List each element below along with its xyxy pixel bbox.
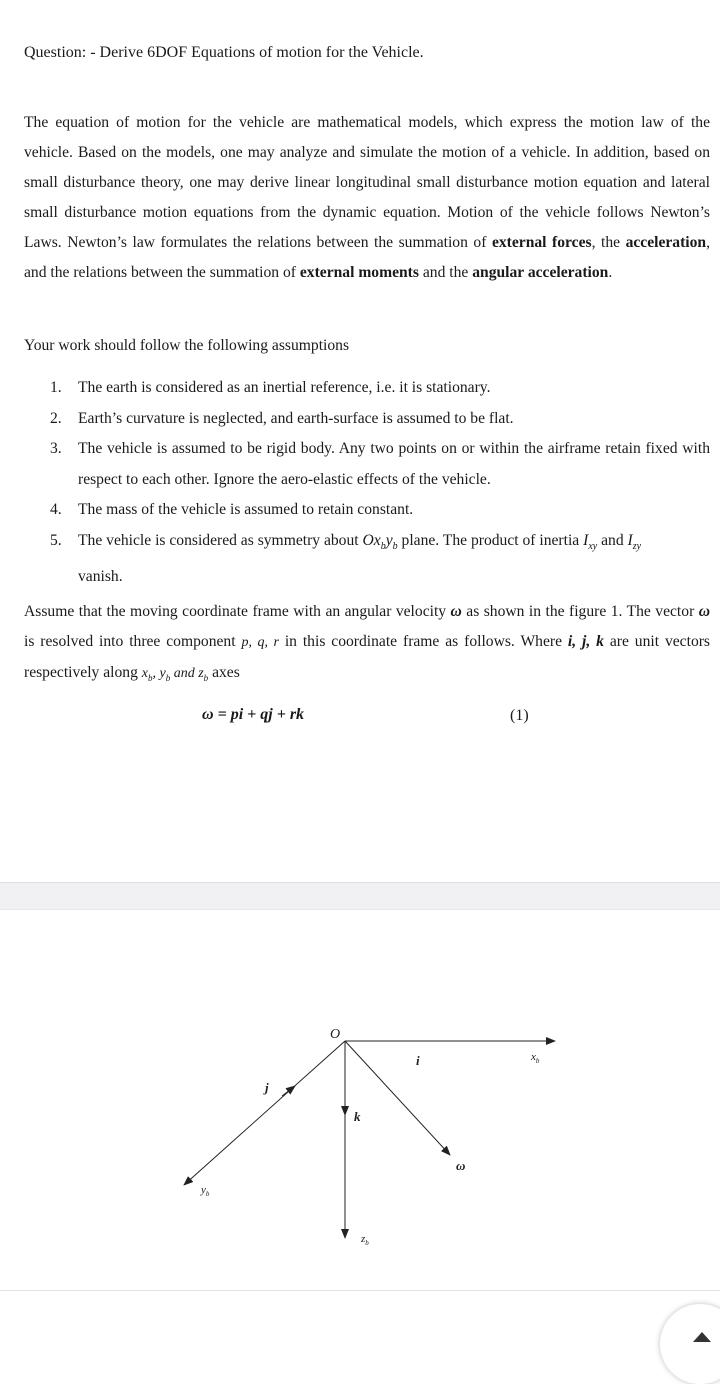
list-item: [24, 495, 710, 526]
xb-label: $x_b$: [531, 1051, 540, 1065]
list-number: 2.: [50, 409, 62, 427]
omega-symbol: ω: [698, 603, 710, 620]
list-text: Earth’s curvature is neglected, and earth-surface is assumed to be flat.: [78, 409, 514, 427]
equation-number: (1): [510, 707, 529, 724]
omega-vector-line: [345, 1041, 450, 1155]
assumptions-intro: Your work should follow the following assumptions: [24, 337, 350, 354]
list-text: The earth is considered as an inertial reference, i.e. it is stationary.: [78, 379, 491, 396]
intro-text: The equation of motion for the vehicle are mathematical models, which express the motion law of the vehicle. Based on the models, one may analyze and simulate the motion of a vehicle. In addition, based on small disturbance theory, one may derive linear longitudinal small disturbance motion equation and lateral small disturbance motion equations from the dynamic equation. Motion of the vehicle follows Newton’s Laws. Newton’s law formulates the relations between the summation of: [24, 114, 710, 251]
list-number: 1.: [50, 379, 62, 396]
list-text: The vehicle is assumed to be rigid body. Any two points on or within the airframe retain fixed with respect to each other. Ignore the aero-elastic effects of the vehicle.: [78, 440, 710, 488]
list-item: [24, 434, 710, 495]
omega-label: ω: [456, 1158, 466, 1173]
list-number: 5.: [50, 531, 62, 549]
omega-symbol: ω: [450, 603, 462, 620]
plane-symbol: $Ox_by_b$: [362, 531, 398, 552]
yb-axis-line: [184, 1041, 345, 1185]
list-text: The vehicle is considered as symmetry about: [78, 531, 363, 549]
bold-acceleration: acceleration: [625, 234, 707, 251]
bold-angular-acceleration: angular acceleration: [472, 264, 609, 281]
frame-paragraph: Assume that the moving coordinate frame with an angular velocity ω as shown in the figure 1. The vector ω is resolved into three component p, q, r in this coordinate frame as follows. Where i, j, k are unit vectors respectively along $x_b$, $y_b$ and $z_b$ axes: [24, 603, 710, 683]
list-number: 3.: [50, 440, 62, 457]
question-heading: Question: - Derive 6DOF Equations of motion for the Vehicle.: [24, 44, 424, 61]
bold-external-forces: external forces: [491, 234, 592, 251]
pqr-symbols: p, q, r: [241, 635, 279, 650]
equation: ω = pi + qj + rk: [202, 706, 305, 723]
i-label: i: [416, 1053, 420, 1068]
footer-separator: [0, 1290, 720, 1353]
bold-external-moments: external moments: [299, 264, 419, 281]
inertia-izy: $I_{zy}$: [627, 531, 642, 552]
list-text: vanish.: [78, 568, 123, 586]
axes-symbols: $x_b$, $y_b$ and $z_b$: [141, 666, 209, 683]
list-item: 5. The vehicle is considered as symmetry about $Ox_by_b$ plane. The product of inertia $I_{xy}$ and $I_{zy}$ vanish.: [24, 526, 710, 593]
intro-text: , and the relations between the summation of: [24, 234, 710, 281]
yb-label: $y_b$: [201, 1184, 210, 1198]
intro-text: and the: [418, 264, 473, 281]
intro-text: .: [608, 264, 613, 281]
ijk-symbols: i, j, k: [567, 633, 604, 650]
intro-paragraph: [24, 108, 710, 288]
inertia-ixy: $I_{xy}$: [583, 531, 598, 552]
coordinate-frame-figure: [0, 908, 720, 1288]
origin-label: O: [330, 1027, 341, 1042]
intro-text: , the: [591, 234, 626, 251]
j-label: j: [265, 1080, 269, 1095]
list-text: The mass of the vehicle is assumed to retain constant.: [78, 501, 414, 518]
k-label: k: [354, 1109, 361, 1124]
list-item: [24, 404, 710, 435]
list-number: 4.: [50, 501, 62, 518]
list-item: [24, 373, 710, 404]
zb-label: $z_b$: [361, 1233, 369, 1247]
page-separator: [0, 882, 720, 910]
assumptions-list: [24, 373, 710, 593]
list-text: plane. The product of inertia: [397, 531, 584, 549]
arrow-up-icon: [693, 1332, 711, 1342]
j-unit-vector: [282, 1086, 295, 1096]
